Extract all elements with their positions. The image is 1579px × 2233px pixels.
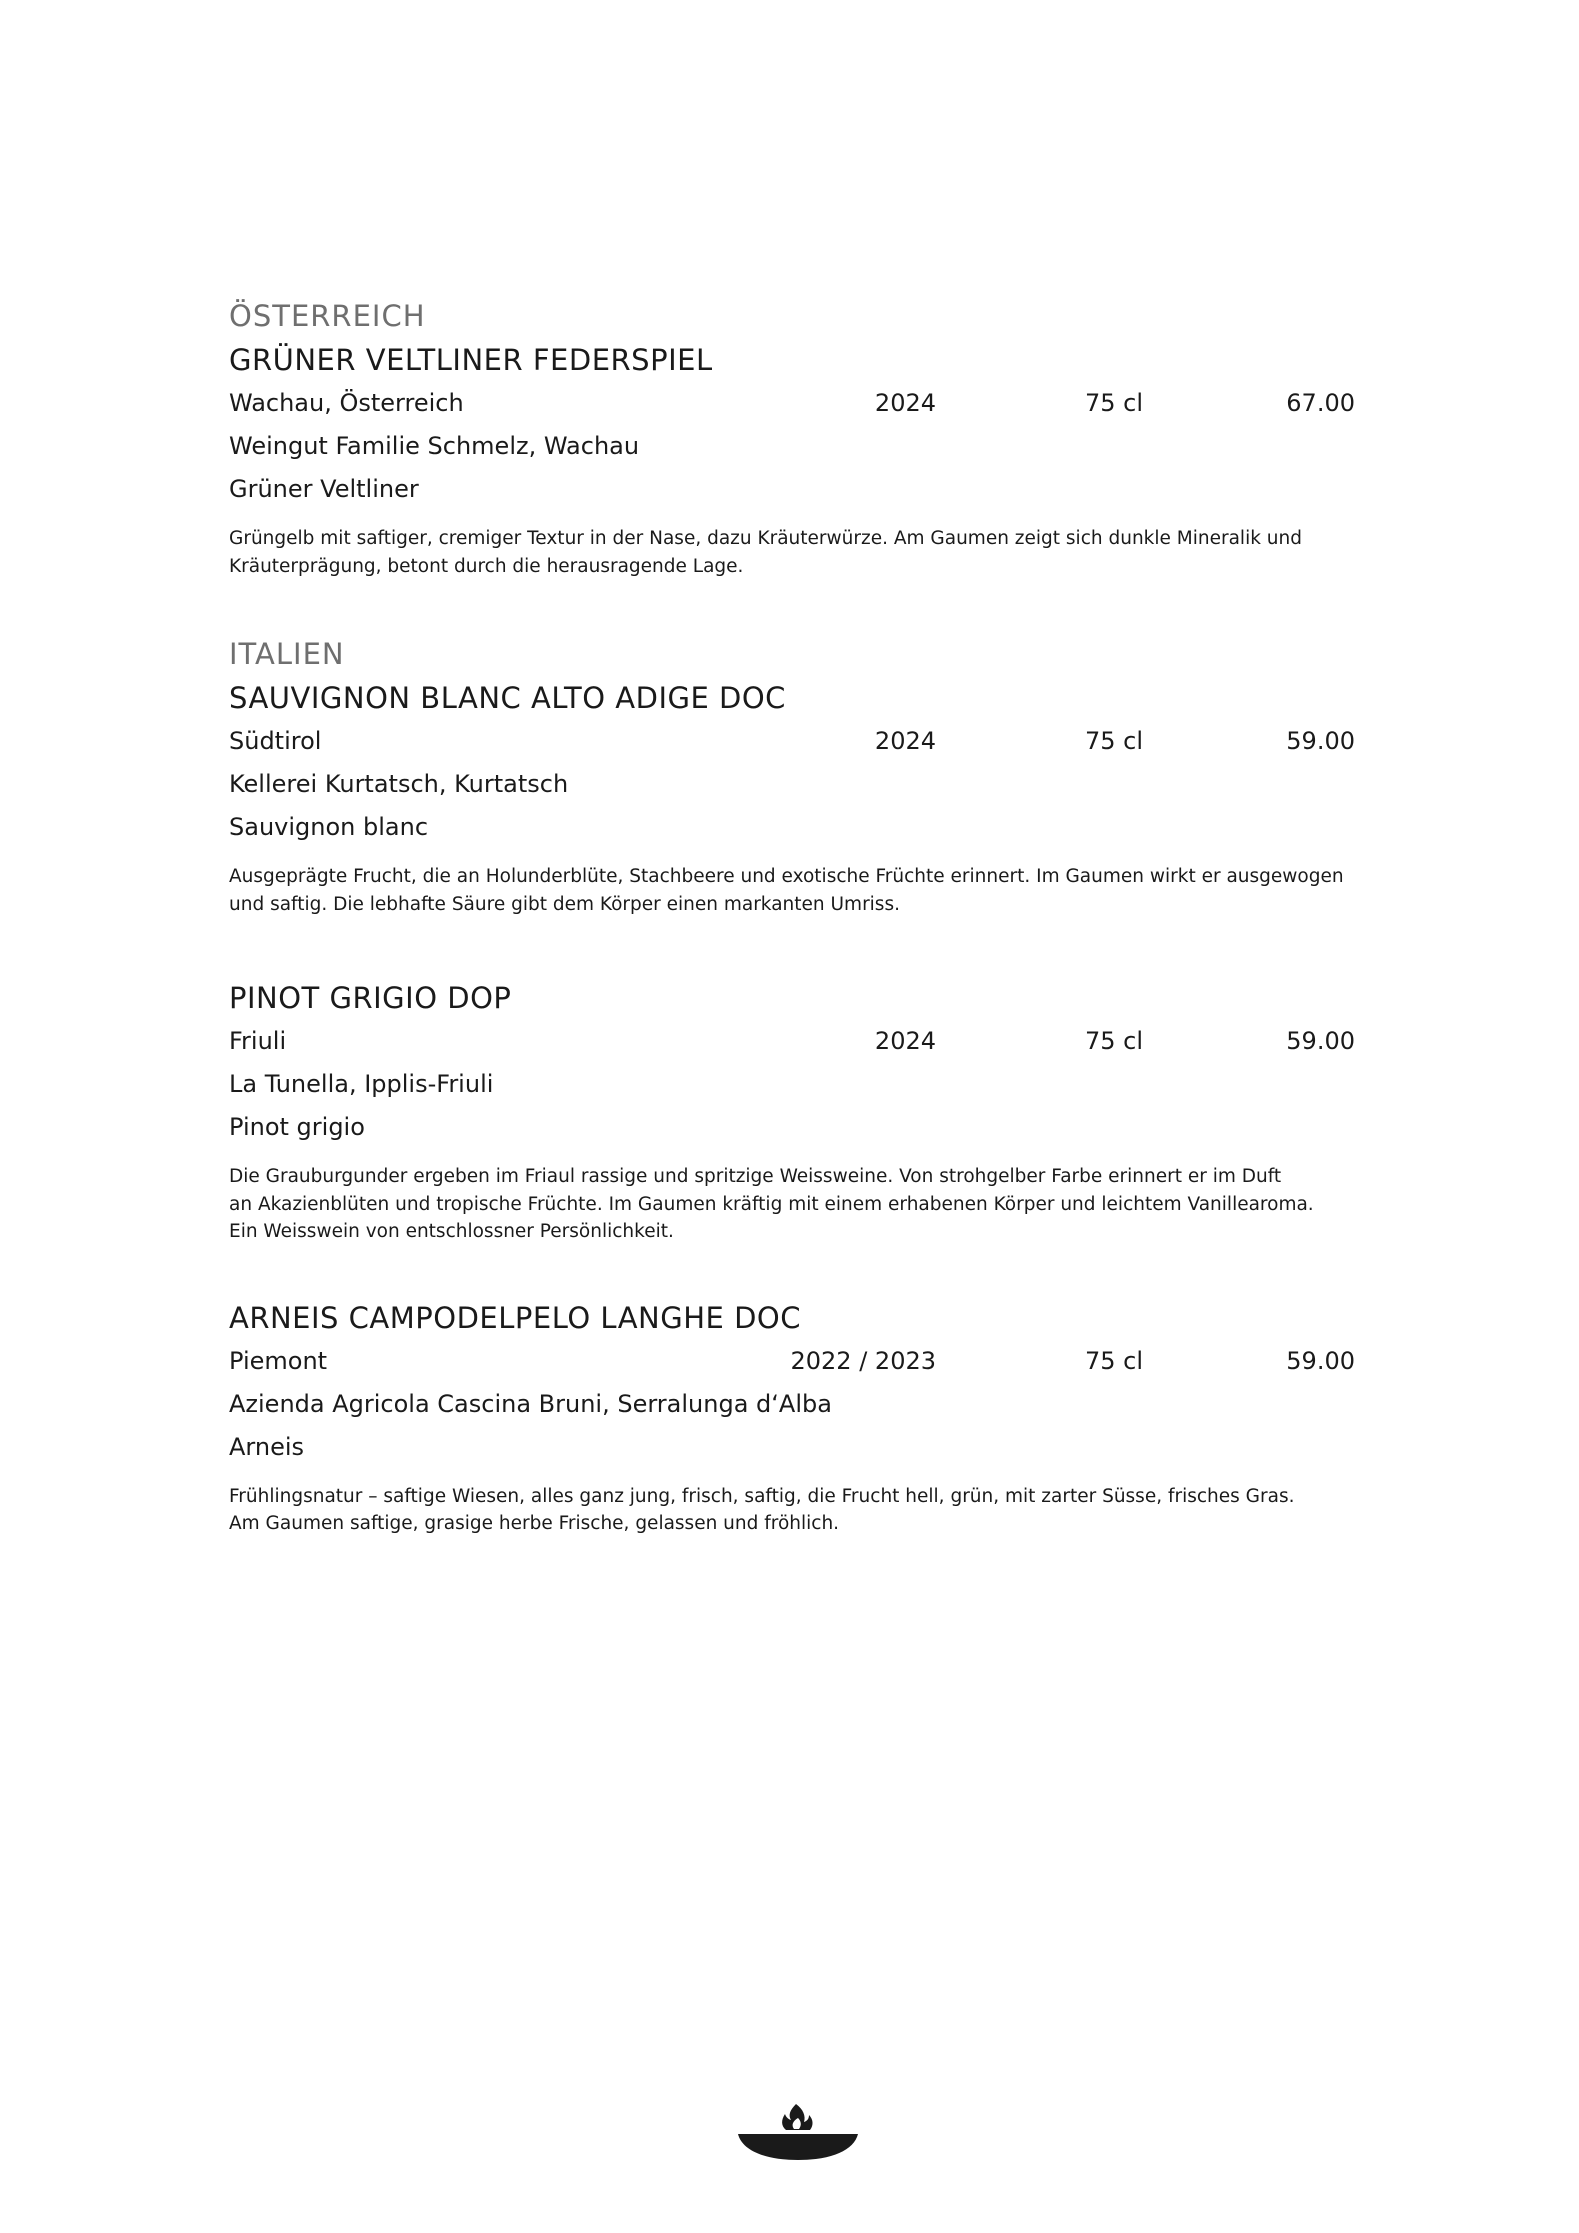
producer-row [229, 1063, 1359, 1106]
wine-producer: Weingut Familie Schmelz, Wachau [229, 432, 640, 460]
producer-row [229, 763, 1359, 806]
wine-producer: Kellerei Kurtatsch, Kurtatsch [229, 770, 569, 798]
wine-title: SAUVIGNON BLANC ALTO ADIGE DOC [229, 681, 786, 715]
wine-price: 59.00 [1286, 1346, 1355, 1375]
wine-description [229, 863, 1359, 918]
wine-grape: Pinot grigio [229, 1113, 365, 1141]
producer-row [229, 1383, 1359, 1426]
wine-price: 67.00 [1286, 389, 1355, 417]
wine-list [229, 294, 1359, 1538]
description-line: Die Grauburgunder ergeben im Friaul rassige und spritzige Weissweine. Von strohgelber Farbe erinnert er im Duft [229, 1166, 1282, 1187]
wine-volume: 75 cl [1085, 727, 1144, 755]
description-line: Frühlingsnatur – saftige Wiesen, alles ganz jung, frisch, saftig, die Frucht hell, grün, mit zarter Süsse, frisches Gras. [229, 1485, 1295, 1507]
wine-entry-pinot-grigio [229, 976, 1359, 1246]
wine-grape: Arneis [229, 1432, 305, 1461]
wine-info-row [229, 1340, 1359, 1383]
wine-info-row [229, 720, 1359, 763]
wine-volume: 75 cl [1085, 1346, 1144, 1375]
wine-entry-gruener-veltliner [229, 294, 1359, 580]
wine-entry-sauvignon-blanc [229, 632, 1359, 918]
grape-row [229, 806, 1359, 849]
wine-price: 59.00 [1286, 1027, 1355, 1055]
country-heading: ÖSTERREICH [229, 299, 426, 333]
wine-entry-arneis [229, 1296, 1359, 1538]
wine-producer: La Tunella, Ipplis-Friuli [229, 1070, 494, 1098]
description-line: an Akazienblüten und tropische Früchte. Im Gaumen kräftig mit einem erhabenen Körper und leichtem Vanillearoma. [229, 1193, 1314, 1215]
description-line: Ausgeprägte Frucht, die an Holunderblüte, Stachbeere und exotische Früchte erinnert. Im Gaumen wirkt er ausgewogen [229, 866, 1344, 887]
wine-volume: 75 cl [1085, 1027, 1144, 1055]
wine-info-row [229, 1020, 1359, 1063]
description-line: Kräuterprägung, betont durch die herausragende Lage. [229, 555, 744, 577]
description-line: Ein Weisswein von entschlossner Persönlichkeit. [229, 1221, 674, 1242]
grape-row [229, 468, 1359, 511]
grape-row [229, 1426, 1359, 1469]
grape-row [229, 1106, 1359, 1149]
wine-description [229, 525, 1359, 580]
wine-vintage: 2024 [874, 389, 936, 417]
wine-vintage: 2024 [874, 1027, 936, 1055]
country-heading: ITALIEN [229, 637, 345, 671]
wine-region: Piemont [229, 1346, 328, 1375]
description-line: Grüngelb mit saftiger, cremiger Textur in der Nase, dazu Kräuterwürze. Am Gaumen zeigt sich dunkle Mineralik und [229, 528, 1302, 549]
wine-region: Wachau, Österreich [229, 389, 464, 417]
wine-region: Südtirol [229, 727, 322, 755]
wine-title: GRÜNER VELTLINER FEDERSPIEL [229, 343, 713, 377]
producer-row [229, 425, 1359, 468]
wine-volume: 75 cl [1085, 389, 1144, 417]
wine-title: PINOT GRIGIO DOP [229, 981, 512, 1015]
wine-vintage: 2022 / 2023 [790, 1346, 936, 1375]
wine-price: 59.00 [1286, 727, 1355, 755]
wine-producer: Azienda Agricola Cascina Bruni, Serralunga d‘Alba [229, 1389, 832, 1418]
wine-vintage: 2024 [874, 727, 936, 755]
wine-info-row [229, 382, 1359, 425]
wine-title: ARNEIS CAMPODELPELO LANGHE DOC [229, 1300, 801, 1335]
wine-region: Friuli [229, 1027, 287, 1055]
description-line: Am Gaumen saftige, grasige herbe Frische, gelassen und fröhlich. [229, 1513, 840, 1534]
wine-description [229, 1163, 1359, 1246]
wine-grape: Sauvignon blanc [229, 813, 429, 841]
wine-grape: Grüner Veltliner [229, 475, 419, 503]
description-line: und saftig. Die lebhafte Säure gibt dem Körper einen markanten Umriss. [229, 893, 900, 915]
flame-bowl-icon [736, 2098, 860, 2162]
wine-description [229, 1483, 1359, 1538]
